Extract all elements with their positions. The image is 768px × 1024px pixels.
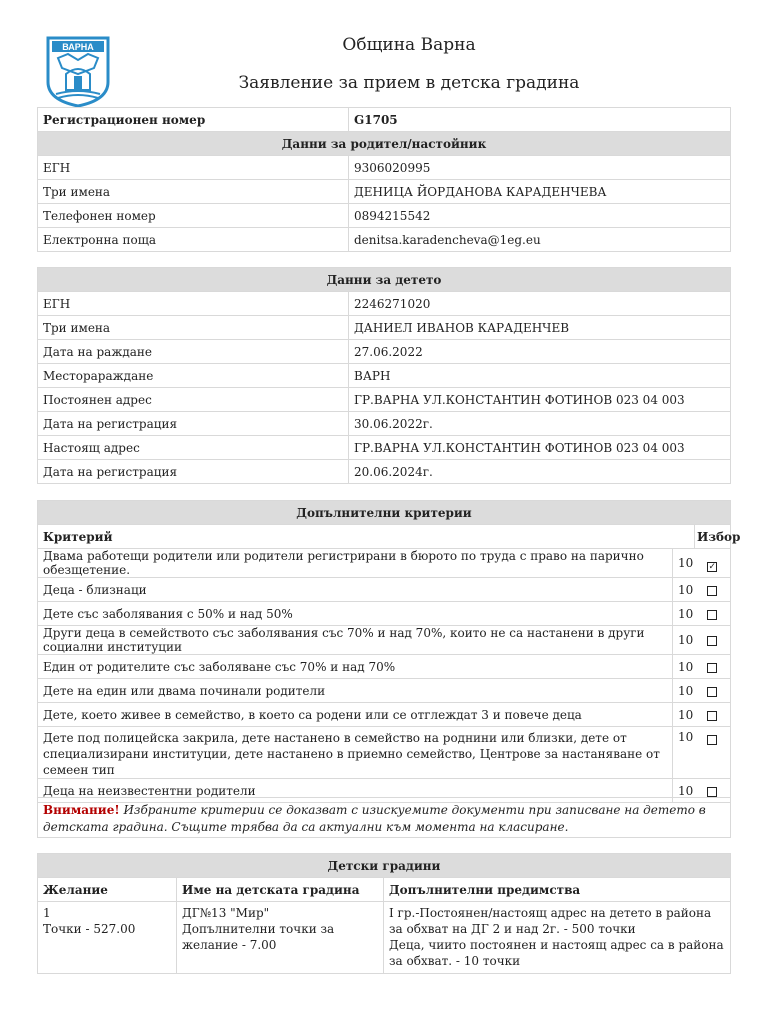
criterion-text: Дете със заболявания с 50% и над 50%	[38, 602, 673, 626]
criteria-section-title: Допълнителни критерии	[38, 501, 731, 525]
child-birthdate-value: 27.06.2022	[349, 340, 731, 364]
criterion-text: Деца - близнаци	[38, 578, 673, 602]
criterion-checkbox-checked[interactable]: ✓	[708, 562, 717, 572]
child-birthdate-label: Дата на раждане	[38, 340, 349, 364]
parent-section-title: Данни за родител/настойник	[38, 132, 731, 156]
criterion-text: Дете под полицейска закрила, дете настанено в семейство на роднини или близки, дете от специализирани институции, дете настанено в приемно семейство, Центрове за настаняване от семеен тип	[38, 727, 673, 779]
criterion-checkbox[interactable]	[707, 636, 717, 646]
extra-points: Допълнителни точки за желание - 7.00	[182, 922, 335, 952]
parent-email-value: denitsa.karadencheva@1eg.eu	[349, 228, 731, 252]
child-birthplace-value: ВАРН	[349, 364, 731, 388]
child-permanent-address-label: Постоянен адрес	[38, 388, 349, 412]
child-current-address-label: Настоящ адрес	[38, 436, 349, 460]
criteria-row	[38, 727, 731, 779]
child-current-registration-date-value: 20.06.2024г.	[349, 460, 731, 484]
criteria-row	[38, 549, 731, 578]
child-birthplace-label: Месторараждане	[38, 364, 349, 388]
warning-text: Избраните критерии се доказват с изискуемите документи при записване на детето в детската градина. Същите трябва да са актуални към момента на класиране.	[43, 803, 706, 834]
criterion-checkbox[interactable]	[707, 663, 717, 673]
child-egn-value: 2246271020	[349, 292, 731, 316]
child-registration-date-label: Дата на регистрация	[38, 412, 349, 436]
wish-number: 1	[43, 906, 51, 920]
child-section-title: Данни за детето	[38, 268, 731, 292]
registration-label: Регистрационен номер	[38, 108, 349, 132]
criteria-row	[38, 703, 731, 727]
criteria-row	[38, 602, 731, 626]
parent-egn-value: 9306020995	[349, 156, 731, 180]
child-name-value: ДАНИЕЛ ИВАНОВ КАРАДЕНЧЕВ	[349, 316, 731, 340]
criterion-text: Дете, което живее в семейство, в което са родени или се отглеждат 3 и повече деца	[38, 703, 673, 727]
criterion-points: 10	[673, 578, 695, 602]
criterion-text: Дете на един или двама починали родители	[38, 679, 673, 703]
svg-text:ВАРНА: ВАРНА	[62, 42, 94, 52]
warning-label: Внимание!	[43, 803, 120, 817]
child-registration-date-value: 30.06.2022г.	[349, 412, 731, 436]
criterion-checkbox[interactable]	[707, 586, 717, 596]
kindergarten-name-column-header: Име на детската градина	[177, 878, 384, 902]
wish-column-header: Желание	[38, 878, 177, 902]
document-header	[0, 0, 768, 108]
criteria-row	[38, 578, 731, 602]
criterion-points: 10	[673, 679, 695, 703]
municipality-name: Община Варна	[342, 35, 476, 55]
criterion-checkbox[interactable]	[707, 787, 717, 797]
criterion-points: 10	[673, 655, 695, 679]
form-title: Заявление за прием в детска градина	[238, 73, 580, 93]
criteria-row	[38, 679, 731, 703]
advantage-address-zone: I гр.-Постоянен/настоящ адрес на детето в района за обхват на ДГ 2 и над 2г. - 500 точки	[389, 906, 712, 936]
choice-column-header: Избор	[695, 525, 731, 549]
criterion-checkbox[interactable]	[707, 735, 717, 745]
child-data-table	[37, 267, 731, 484]
criterion-text: Деца на неизвестентни родители	[38, 779, 673, 803]
kindergarten-name: ДГ№13 "Мир"	[182, 906, 270, 920]
advantage-both-addresses: Деца, чиито постоянен и настоящ адрес са в района за обхват. - 10 точки	[389, 938, 724, 968]
criterion-text: Един от родителите със заболяване със 70% и над 70%	[38, 655, 673, 679]
criterion-text: Двама работещи родители или родители регистрирани в бюрото по труда с право на парично обезщетение.	[38, 549, 673, 578]
criterion-points: 10	[673, 703, 695, 727]
kindergartens-table	[37, 853, 731, 974]
advantages-column-header: Допълнителни предимства	[384, 878, 731, 902]
criterion-points: 10	[673, 779, 695, 803]
warning-note	[37, 797, 731, 838]
kindergartens-section-title: Детски градини	[38, 854, 731, 878]
parent-phone-label: Телефонен номер	[38, 204, 349, 228]
criterion-checkbox[interactable]	[707, 711, 717, 721]
criterion-points: 10	[673, 549, 695, 578]
criterion-checkbox[interactable]	[707, 687, 717, 697]
parent-name-value: ДЕНИЦА ЙОРДАНОВА КАРАДЕНЧЕВА	[349, 180, 731, 204]
child-current-registration-date-label: Дата на регистрация	[38, 460, 349, 484]
criterion-checkbox[interactable]	[707, 610, 717, 620]
criterion-text: Други деца в семейството със заболявания със 70% и над 70%, които не са настанени в други социални институции	[38, 626, 673, 655]
criterion-points: 10	[673, 602, 695, 626]
child-egn-label: ЕГН	[38, 292, 349, 316]
child-permanent-address-value: ГР.ВАРНА УЛ.КОНСТАНТИН ФОТИНОВ 023 04 003	[349, 388, 731, 412]
wish-points: Точки - 527.00	[43, 922, 136, 936]
parent-email-label: Електронна поща	[38, 228, 349, 252]
parent-name-label: Три имена	[38, 180, 349, 204]
kindergarten-row	[38, 902, 731, 974]
criteria-column-header: Критерий	[38, 525, 695, 549]
child-name-label: Три имена	[38, 316, 349, 340]
criteria-table	[37, 500, 741, 803]
criteria-row	[38, 655, 731, 679]
criterion-points: 10	[673, 626, 695, 655]
registration-value: G1705	[349, 108, 731, 132]
parent-phone-value: 0894215542	[349, 204, 731, 228]
child-current-address-value: ГР.ВАРНА УЛ.КОНСТАНТИН ФОТИНОВ 023 04 003	[349, 436, 731, 460]
criterion-points: 10	[673, 727, 695, 779]
parent-egn-label: ЕГН	[38, 156, 349, 180]
parent-data-table	[37, 107, 731, 252]
criteria-row	[38, 626, 731, 655]
